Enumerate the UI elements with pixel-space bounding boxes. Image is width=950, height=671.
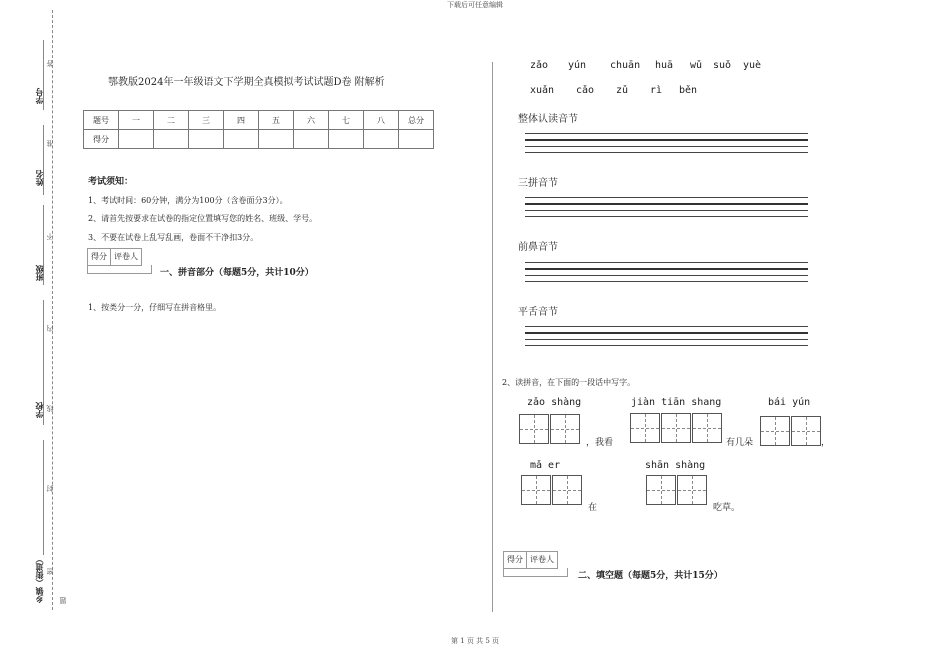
section-1-title: 一、拼音部分（每题5分，共计10分）	[160, 268, 314, 278]
character-grid[interactable]	[646, 475, 708, 505]
category-label: 前鼻音节	[518, 242, 558, 253]
pinyin-label: jiàn tiān shang	[631, 397, 722, 408]
grade-box-score: 得分	[504, 552, 527, 568]
table-cell: 三	[189, 111, 224, 130]
grade-box-blank[interactable]	[503, 568, 568, 577]
syllable: rì	[650, 85, 663, 96]
question-2: 2、读拼音，在下面的一段话中写字。	[502, 378, 636, 387]
top-note: 下载后可任意编辑	[447, 1, 503, 9]
score-input-cell[interactable]	[259, 130, 294, 149]
score-input-cell[interactable]	[189, 130, 224, 149]
sentence-text: 吃草。	[713, 503, 741, 513]
writing-lines[interactable]	[525, 133, 808, 158]
table-cell: 七	[329, 111, 364, 130]
binding-char: 题	[59, 597, 67, 604]
grade-box-reviewer: 评卷人	[114, 252, 138, 261]
table-cell: 一	[119, 111, 154, 130]
pinyin-label: shān shàng	[645, 460, 706, 471]
sentence-text: ，我看	[586, 438, 614, 448]
score-input-cell[interactable]	[399, 130, 434, 149]
score-table	[83, 110, 434, 149]
syllable: zǔ	[616, 85, 629, 96]
township-label: 乡镇（街道）	[34, 555, 44, 603]
syllable: huā	[655, 60, 674, 71]
table-cell: 五	[259, 111, 294, 130]
grade-box	[87, 248, 142, 266]
character-grid[interactable]	[519, 414, 581, 444]
category-label: 整体认读音节	[518, 114, 578, 125]
column-divider	[492, 62, 493, 612]
section-2-title: 二、填空题（每题5分，共计15分）	[578, 571, 723, 581]
syllable: suǒ	[713, 60, 732, 71]
score-input-cell[interactable]	[119, 130, 154, 149]
binding-underline	[43, 440, 44, 555]
page-number: 第 1 页 共 5 页	[450, 637, 500, 645]
character-grid[interactable]	[521, 475, 583, 505]
score-input-cell[interactable]	[329, 130, 364, 149]
sentence-text: ，	[821, 438, 831, 448]
grade-box	[503, 551, 558, 569]
binding-char: 不	[46, 233, 54, 240]
binding-char: 线	[46, 405, 54, 412]
category-label: 三拼音节	[518, 178, 558, 189]
sentence-text: 有几朵	[726, 438, 754, 448]
binding-char: 准	[46, 140, 54, 147]
grade-box-blank[interactable]	[87, 265, 152, 274]
notice-item: 1、考试时间：60分钟，满分为100分（含卷面分3分）。	[88, 196, 288, 205]
table-cell: 总分	[399, 111, 434, 130]
table-cell: 六	[294, 111, 329, 130]
school-label: 学校	[34, 402, 44, 418]
syllable: xuǎn	[530, 85, 555, 96]
syllable: zǎo	[530, 60, 549, 71]
writing-lines[interactable]	[525, 326, 808, 351]
table-cell: 八	[364, 111, 399, 130]
sentence-text: 在	[588, 503, 598, 513]
score-input-cell[interactable]	[364, 130, 399, 149]
table-row	[84, 111, 434, 130]
student-id-label: 学号	[34, 88, 44, 104]
class-label: 班级	[34, 265, 44, 281]
character-grid[interactable]	[760, 416, 822, 446]
binding-char: 答	[46, 60, 54, 67]
syllable: yún	[568, 60, 587, 71]
exam-title: 鄂教版2024年一年级语文下学期全真模拟考试试题D卷 附解析	[108, 77, 385, 88]
category-label: 平舌音节	[518, 307, 558, 318]
syllable: chuān	[610, 60, 641, 71]
table-cell: 题号	[84, 111, 119, 130]
table-row	[84, 130, 434, 149]
question-1: 1、按类分一分，仔细写在拼音格里。	[88, 303, 222, 312]
syllable: yuè	[743, 60, 762, 71]
syllable: wǔ	[690, 60, 703, 71]
grade-box-reviewer: 评卷人	[530, 555, 554, 564]
grade-box-score: 得分	[88, 249, 111, 265]
binding-char: 密	[46, 568, 54, 575]
binding-dashed-line	[52, 10, 53, 610]
writing-lines[interactable]	[525, 197, 808, 222]
binding-char: 内	[46, 325, 54, 332]
table-cell: 二	[154, 111, 189, 130]
syllable: cǎo	[576, 85, 595, 96]
score-input-cell[interactable]	[224, 130, 259, 149]
character-grid[interactable]	[630, 413, 723, 443]
score-input-cell[interactable]	[294, 130, 329, 149]
binding-char: 封	[46, 485, 54, 492]
pinyin-label: bái yún	[768, 397, 811, 408]
notice-item: 2、请首先按要求在试卷的指定位置填写您的姓名、班级、学号。	[88, 214, 318, 223]
writing-lines[interactable]	[525, 262, 808, 287]
syllable: běn	[679, 85, 698, 96]
pinyin-label: mǎ er	[530, 460, 561, 471]
notice-item: 3、不要在试卷上乱写乱画，卷面不干净扣3分。	[88, 233, 259, 242]
name-label: 姓名	[34, 170, 44, 186]
score-input-cell[interactable]	[154, 130, 189, 149]
pinyin-label: zǎo shàng	[527, 397, 582, 408]
table-cell: 得分	[84, 130, 119, 149]
table-cell: 四	[224, 111, 259, 130]
notice-title: 考试须知：	[88, 177, 134, 187]
